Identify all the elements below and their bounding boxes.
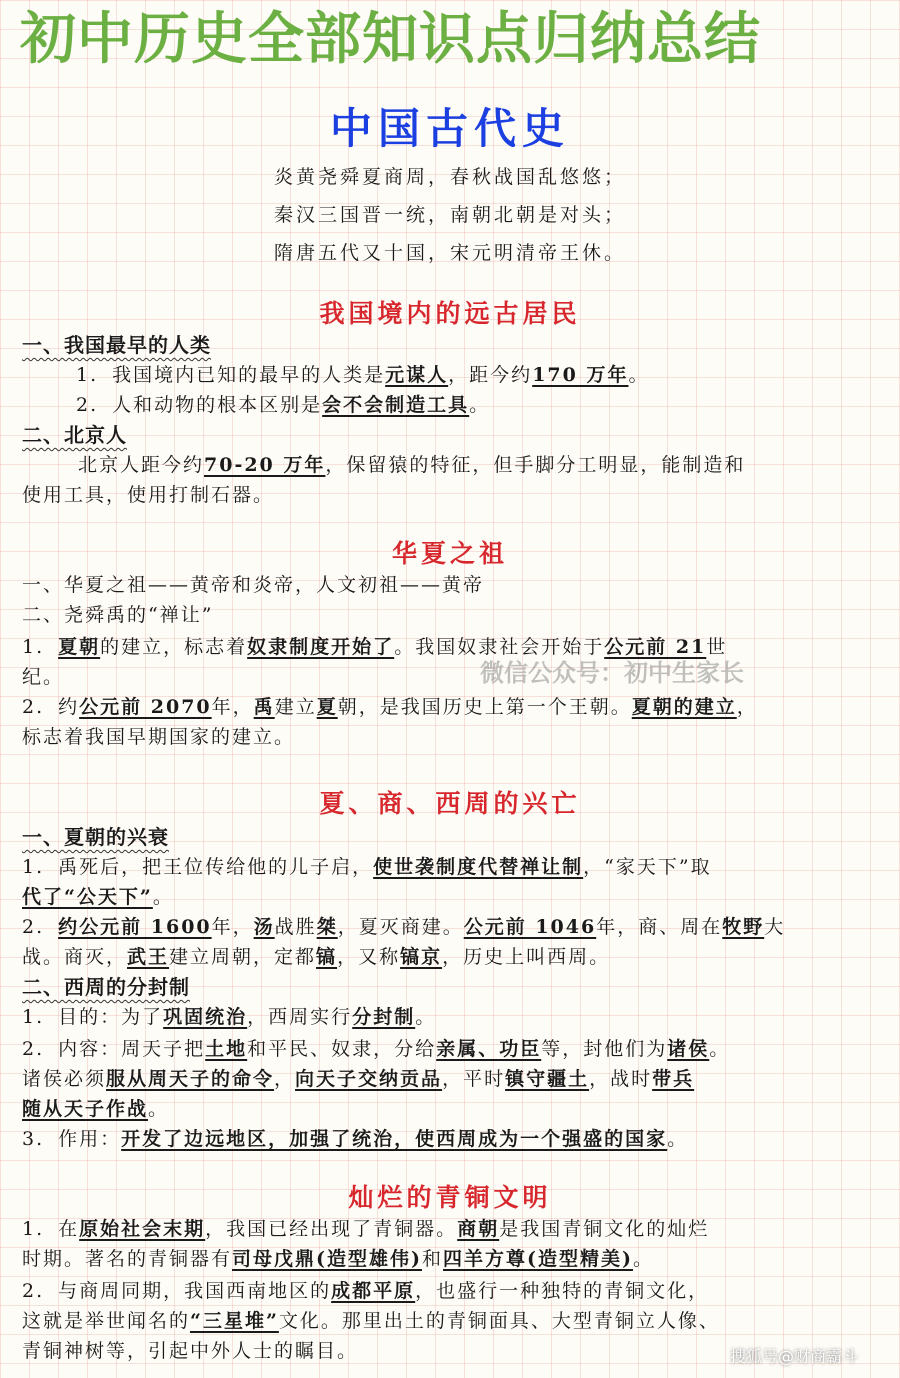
item-number: 2. [22, 916, 45, 938]
keyword: 巩固统治 [163, 1006, 248, 1028]
keyword: 奴隶制度开始了 [247, 636, 395, 658]
paragraph-sanxingdui-cont [22, 1306, 880, 1336]
item-number: 1. [22, 1218, 45, 1240]
text: ，我国已经出现了青铜器。 [205, 1218, 458, 1240]
keyword: 原始社会末期 [79, 1218, 206, 1240]
item-number: 2. [76, 394, 99, 416]
paragraph-enfeoffment-content-cont [22, 1064, 880, 1094]
text: 等，封他们为 [541, 1038, 668, 1060]
paragraph-bronze-shang-cont [22, 1244, 880, 1274]
text: 建立 [274, 696, 317, 718]
item-number: 1. [22, 636, 45, 658]
text: ，历史上叫西周。 [442, 946, 611, 968]
section-title-ancient-residents: 我国境内的远古居民 [319, 299, 581, 328]
text: ， [736, 696, 758, 718]
paragraph-enfeoffment-content [22, 1034, 880, 1064]
text: 作用： [58, 1128, 122, 1150]
paragraph-xia-founding-cont: 纪。 [22, 666, 65, 688]
keyword: 镐 [316, 946, 338, 968]
wechat-watermark: 微信公众号：初中生家长 [480, 659, 744, 687]
text: 年， [211, 916, 254, 938]
item-number: 1. [76, 364, 99, 386]
item-number: 1. [22, 1006, 45, 1028]
keyword: 公元前 21 [604, 636, 707, 658]
keyword: 牧野 [722, 916, 765, 938]
text: 。 [148, 1098, 170, 1120]
keyword: 禹 [253, 696, 275, 718]
paragraph-xia-dynasty [22, 692, 880, 722]
dynasty-poem [0, 158, 900, 272]
text: 我国境内已知的最早的人类是 [112, 364, 386, 386]
text: 禹死后，把王位传给他的儿子启， [58, 856, 374, 878]
poem-line-1: 炎黄尧舜夏商周，春秋战国乱悠悠； [273, 166, 626, 188]
keyword: 公元前 2070 [79, 696, 212, 718]
heading-peking-man: 二、北京人 [22, 423, 127, 447]
text: 和 [422, 1248, 444, 1270]
text: 战胜 [274, 916, 317, 938]
text: ，保留猿的特征，但手脚分工明显，能制造和 [325, 454, 746, 476]
paragraph-hereditary-cont [22, 882, 880, 912]
item-number: 3. [22, 1128, 45, 1150]
paragraph-human-animal [76, 390, 880, 420]
text: ，“家天下”取 [583, 856, 712, 878]
text: 文化。那里出土的青铜面具、大型青铜立人像、 [278, 1310, 720, 1332]
source-watermark: 搜狐号@财商霸斗 [730, 1347, 859, 1366]
keyword: 夏朝 [58, 636, 101, 658]
text: 在 [58, 1218, 80, 1240]
text: 年，商、周在 [596, 916, 723, 938]
keyword: 使世袭制度代替禅让制 [373, 856, 584, 878]
paragraph-peking-man-cont: 使用工具，使用打制石器。 [22, 484, 275, 506]
keyword: 武王 [127, 946, 170, 968]
keyword: 170 万年 [532, 364, 629, 386]
line-huaxia-ancestors: 一、华夏之祖——黄帝和炎帝，人文初祖——黄帝 [22, 574, 485, 596]
text: 年， [211, 696, 254, 718]
text: 。 [415, 1006, 437, 1028]
text: ，夏灭商建。 [337, 916, 464, 938]
paragraph-shang-zhou [22, 912, 880, 942]
keyword: 诸侯 [667, 1038, 710, 1060]
text: ，西周实行 [247, 1006, 353, 1028]
line-abdication: 二、尧舜禹的“禅让” [22, 604, 214, 626]
paragraph-peking-man [78, 450, 880, 480]
text: 战。商灭， [22, 946, 128, 968]
item-number: 2. [22, 1038, 45, 1060]
text: 是我国青铜文化的灿烂 [499, 1218, 710, 1240]
keyword: 带兵 [652, 1068, 695, 1090]
keyword: 约公元前 1600 [58, 916, 212, 938]
text: 时期。著名的青铜器有 [22, 1248, 233, 1270]
subtitle: 中国古代史 [329, 104, 570, 153]
text: 大 [764, 916, 786, 938]
text: 。 [633, 1248, 655, 1270]
paragraph-shang-zhou-cont [22, 942, 880, 972]
text: 世 [706, 636, 728, 658]
text: 。 [628, 364, 650, 386]
heading-earliest-humans: 一、我国最早的人类 [22, 333, 211, 357]
keyword: 土地 [205, 1038, 248, 1060]
section-title-bronze: 灿烂的青铜文明 [348, 1183, 552, 1212]
text: 。我国奴隶社会开始于 [394, 636, 605, 658]
paragraph-enfeoffment-content-end [22, 1094, 880, 1124]
keyword: 服从周天子的命令 [106, 1068, 275, 1090]
text: 这就是举世闻名的 [22, 1310, 191, 1332]
item-number: 1. [22, 856, 45, 878]
keyword: 代了“公天下” [22, 886, 153, 908]
text: 。 [667, 1128, 689, 1150]
text: 的建立，标志着 [100, 636, 248, 658]
keyword: 镇守疆土 [505, 1068, 590, 1090]
text: ，又称 [337, 946, 401, 968]
paragraph-bronze-shang [22, 1214, 880, 1244]
text: 建立周朝，定都 [169, 946, 317, 968]
text: ，距今约 [448, 364, 533, 386]
keyword: 成都平原 [331, 1280, 416, 1302]
paragraph-sanxingdui [22, 1276, 880, 1306]
text: 与商周同期，我国西南地区的 [58, 1280, 332, 1302]
text: ，平时 [442, 1068, 506, 1090]
paragraph-hereditary [22, 852, 880, 882]
keyword: 随从天子作战 [22, 1098, 149, 1120]
text: ，战时 [589, 1068, 653, 1090]
paragraph-yuanmou [76, 360, 880, 390]
paragraph-enfeoffment-effect [22, 1124, 880, 1154]
keyword: 公元前 1046 [463, 916, 597, 938]
paragraph-xia-dynasty-cont: 标志着我国早期国家的建立。 [22, 726, 296, 748]
keyword: 四羊方尊(造型精美) [443, 1248, 633, 1270]
poem-line-2: 秦汉三国晋一统，南朝北朝是对头； [273, 204, 626, 226]
text: ，也盛行一种独特的青铜文化， [415, 1280, 710, 1302]
text: 人和动物的根本区别是 [112, 394, 323, 416]
text: 。 [469, 394, 491, 416]
text: 内容：周天子把 [58, 1038, 206, 1060]
keyword: 夏 [316, 696, 338, 718]
text: 和平民、奴隶，分给 [247, 1038, 437, 1060]
poem-line-3: 隋唐五代又十国，宋元明清帝王休。 [273, 242, 626, 264]
main-title: 初中历史全部知识点归纳总结 [20, 7, 761, 72]
keyword: 镐京 [400, 946, 443, 968]
text: 北京人距今约 [78, 454, 205, 476]
paragraph-sanxingdui-end: 青铜神树等，引起中外人士的瞩目。 [22, 1340, 359, 1362]
text: 。 [709, 1038, 731, 1060]
section-title-xia-shang-zhou: 夏、商、西周的兴亡 [319, 789, 581, 818]
text: ， [274, 1068, 296, 1090]
keyword: 开发了边远地区，加强了统治，使西周成为一个强盛的国家 [121, 1128, 668, 1150]
keyword: 会不会制造工具 [322, 394, 470, 416]
text: 朝，是我国历史上第一个王朝。 [337, 696, 632, 718]
text: 目的：为了 [58, 1006, 164, 1028]
section-title-huaxia: 华夏之祖 [391, 539, 508, 568]
keyword: 元谋人 [385, 364, 449, 386]
item-number: 2. [22, 696, 45, 718]
keyword: 向天子交纳贡品 [295, 1068, 443, 1090]
keyword: 汤 [253, 916, 275, 938]
keyword: 夏朝的建立 [631, 696, 737, 718]
keyword: 商朝 [457, 1218, 500, 1240]
heading-xia-rise-fall: 一、夏朝的兴衰 [22, 825, 169, 849]
keyword: 司母戊鼎(造型雄伟) [232, 1248, 422, 1270]
keyword: 桀 [316, 916, 338, 938]
item-number: 2. [22, 1280, 45, 1302]
keyword: 亲属、功臣 [436, 1038, 542, 1060]
keyword: 分封制 [352, 1006, 416, 1028]
text: 约 [58, 696, 80, 718]
text: 诸侯必须 [22, 1068, 107, 1090]
heading-enfeoffment: 二、西周的分封制 [22, 975, 190, 999]
keyword: “三星堆” [190, 1310, 279, 1332]
keyword: 70-20 万年 [204, 454, 326, 476]
text: 。 [152, 886, 174, 908]
paragraph-enfeoffment-purpose [22, 1002, 880, 1032]
